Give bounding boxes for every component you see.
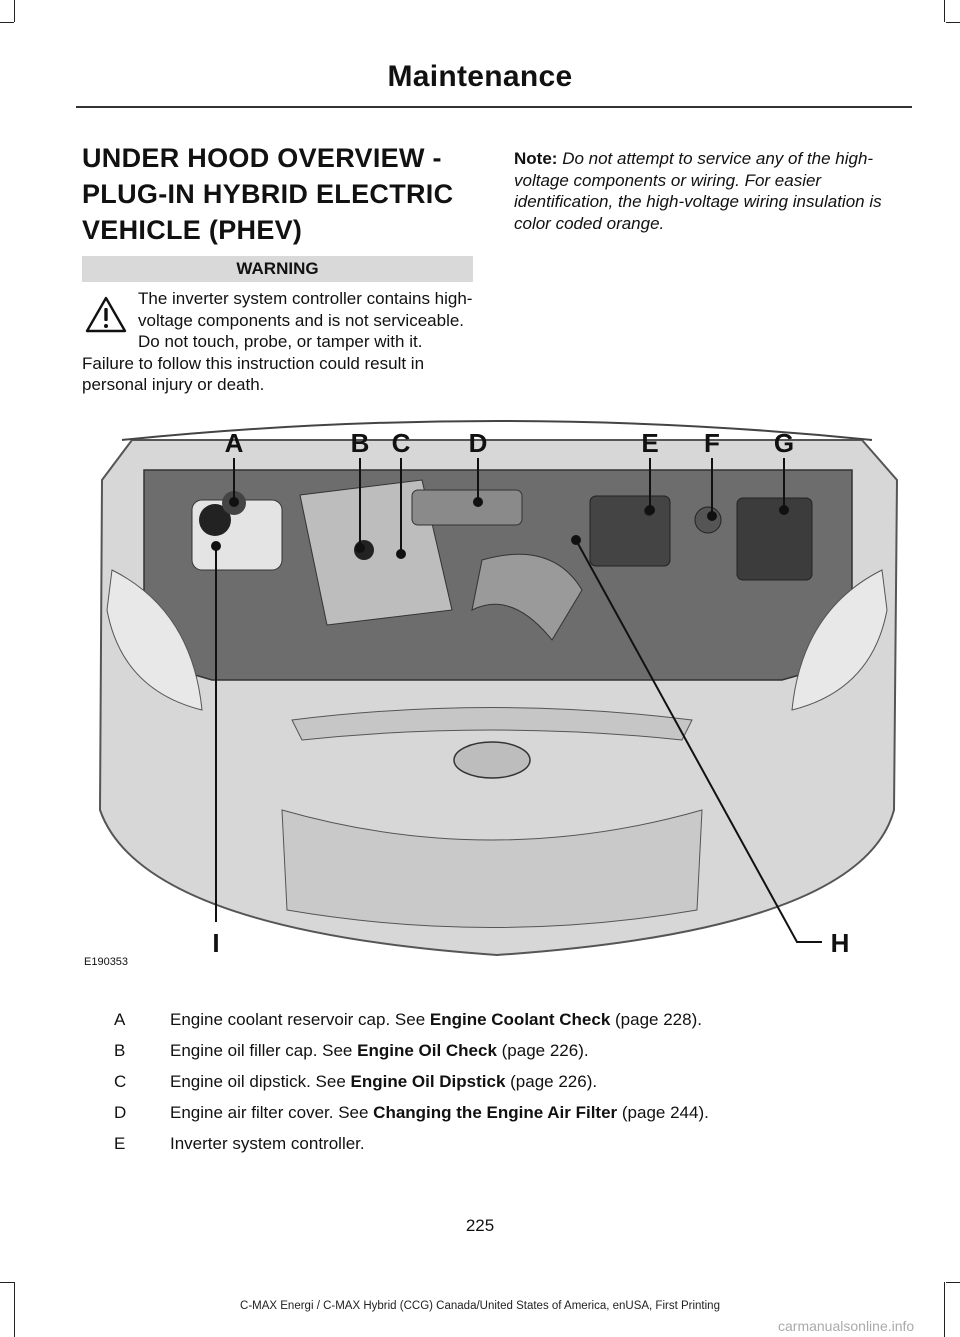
legend-text: Engine coolant reservoir cap. See [170,1010,430,1029]
warning-label: WARNING [82,256,473,282]
callout-label: H [830,928,850,958]
crop-mark [946,1282,960,1283]
section-title-line: UNDER HOOD OVERVIEW - [82,143,442,173]
page-header-title: Maintenance [387,60,573,93]
legend-letter: E [114,1134,126,1153]
legend-letter: B [114,1041,126,1060]
section-title [82,140,482,248]
note [514,148,912,234]
crop-mark [0,22,14,23]
callout-label: D [468,428,488,458]
legend-text: Engine oil dipstick. See [170,1072,351,1091]
legend-item [82,1097,912,1128]
note-text: Do not attempt to service any of the high-voltage components or wiring. For easier identification, the high-voltage wiring insulation is color coded orange. [514,149,882,233]
callout-label: G [773,428,795,458]
warning-body: The inverter system controller contains high-voltage components and is not serviceable. Do not touch, probe, or tamper with it. Failure to follow this instruction could result in personal injury or death. [82,289,473,394]
legend-page: (page 226). [505,1072,598,1091]
legend-description [170,1097,709,1128]
legend-item [82,1128,912,1159]
legend-item [82,1004,912,1035]
section-title-line: VEHICLE (PHEV) [82,215,303,245]
legend-description [170,1004,702,1035]
legend-reference: Engine Oil Check [357,1041,497,1060]
legend-text: Engine oil filler cap. See [170,1041,358,1060]
callout-label: B [350,428,370,458]
legend-description [170,1128,365,1159]
callout-label: I [212,928,220,958]
callout-label: C [391,428,411,458]
legend-description [170,1035,589,1066]
legend-text: Inverter system controller. [170,1134,365,1153]
warning-text [82,288,474,396]
crop-mark [946,22,960,23]
footer-text: C-MAX Energi / C-MAX Hybrid (CCG) Canada/United States of America, enUSA, First Printing [240,1300,720,1312]
callout-label: A [224,428,244,458]
legend-list [82,1004,912,1159]
note-label: Note: [514,149,558,168]
legend-letter: D [114,1103,127,1122]
figure-id: E190353 [84,956,129,968]
under-hood-illustration [82,410,912,970]
legend-page: (page 226). [496,1041,589,1060]
legend-page: (page 228). [610,1010,702,1029]
legend-page: (page 244). [617,1103,709,1122]
crop-mark [944,0,945,22]
legend-reference: Engine Coolant Check [429,1010,611,1029]
legend-reference: Engine Oil Dipstick [350,1072,506,1091]
watermark: carmanualsonline.info [778,1318,915,1334]
legend-letter: C [114,1072,127,1091]
callout-label: F [704,428,720,458]
legend-text: Engine air filter cover. See [170,1103,374,1122]
legend-reference: Changing the Engine Air Filter [373,1103,618,1122]
page-number: 225 [465,1216,495,1235]
legend-item [82,1035,912,1066]
header-rule [76,106,912,108]
legend-description [170,1066,597,1097]
crop-mark [14,0,15,22]
legend-item [82,1066,912,1097]
callout-label: E [641,428,659,458]
legend-letter: A [114,1010,126,1029]
crop-mark [0,1282,14,1283]
section-title-line: PLUG-IN HYBRID ELECTRIC [82,179,454,209]
